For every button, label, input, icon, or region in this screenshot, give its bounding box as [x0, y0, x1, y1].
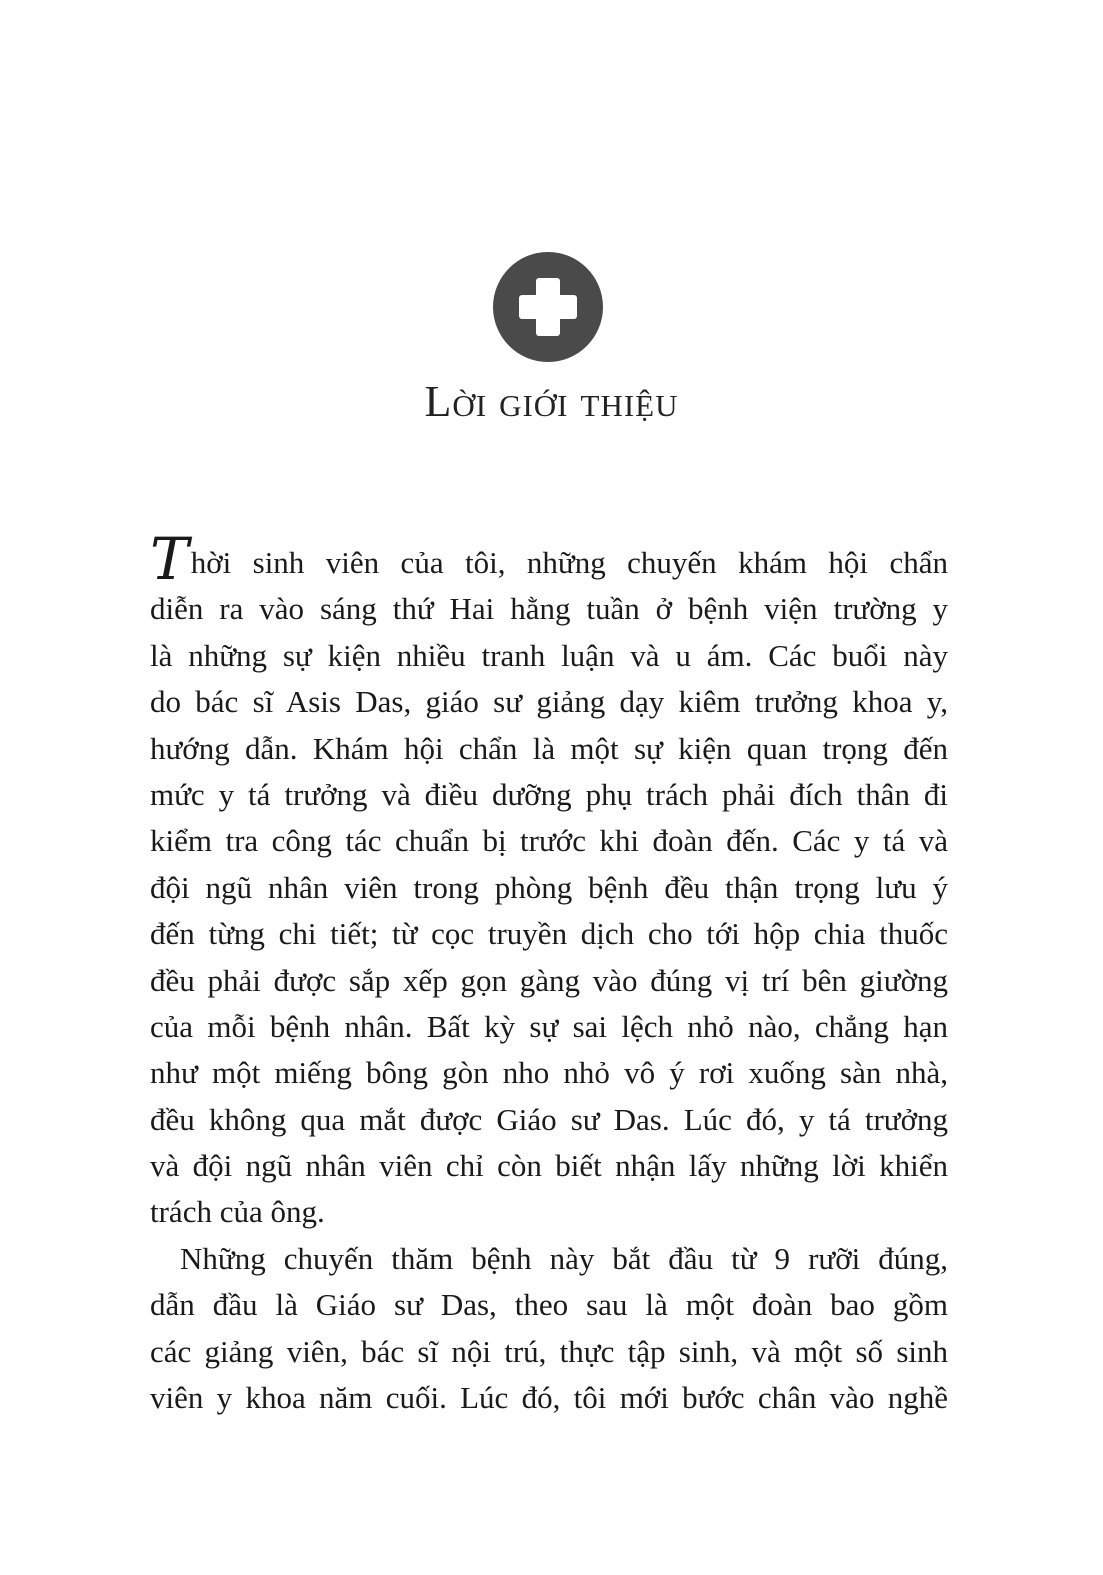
paragraph-line: và đội ngũ nhân viên chỉ còn biết nhận lấy những lời khiển: [150, 1148, 948, 1184]
paragraph-line: của mỗi bệnh nhân. Bất kỳ sự sai lệch nhỏ nào, chẳng hạn: [150, 1008, 948, 1044]
paragraph-line: trách của ông.: [150, 1194, 325, 1230]
paragraph-line: viên y khoa năm cuối. Lúc đó, tôi mới bước chân vào nghề: [150, 1380, 948, 1416]
paragraph-line: đều không qua mắt được Giáo sư Das. Lúc đó, y tá trưởng: [150, 1101, 948, 1137]
chapter-title: Lời giới thiệu: [424, 377, 679, 426]
medical-cross-icon: [493, 252, 603, 362]
paragraph-line: đội ngũ nhân viên trong phòng bệnh đều thận trọng lưu ý: [150, 869, 948, 905]
paragraph-line: Những chuyến thăm bệnh này bắt đầu từ 9 rưỡi đúng,: [180, 1240, 948, 1276]
body-text: [150, 525, 948, 1421]
paragraph-line: mức y tá trưởng và điều dưỡng phụ trách phải đích thân đi: [150, 776, 948, 812]
paragraph-line: như một miếng bông gòn nho nhỏ vô ý rơi xuống sàn nhà,: [150, 1055, 948, 1091]
paragraph-line: Thời sinh viên của tôi, những chuyến khám hội chẩn: [150, 525, 948, 593]
paragraph-line: diễn ra vào sáng thứ Hai hằng tuần ở bệnh viện trường y: [150, 591, 948, 627]
paragraph-line: đều phải được sắp xếp gọn gàng vào đúng vị trí bên giường: [150, 962, 948, 998]
paragraph-line: là những sự kiện nhiều tranh luận và u ám. Các buổi này: [150, 637, 948, 673]
drop-cap: T: [150, 525, 189, 593]
paragraph-line: dẫn đầu là Giáo sư Das, theo sau là một đoàn bao gồm: [150, 1287, 948, 1323]
paragraph-line: do bác sĩ Asis Das, giáo sư giảng dạy kiêm trưởng khoa y,: [150, 684, 948, 720]
paragraph-line: các giảng viên, bác sĩ nội trú, thực tập sinh, và một số sinh: [150, 1333, 948, 1369]
paragraph-line: đến từng chi tiết; từ cọc truyền dịch cho tới hộp chia thuốc: [150, 916, 948, 952]
paragraph-line: kiểm tra công tác chuẩn bị trước khi đoàn đến. Các y tá và: [150, 823, 948, 859]
paragraph-line: hướng dẫn. Khám hội chẩn là một sự kiện quan trọng đến: [150, 730, 948, 766]
